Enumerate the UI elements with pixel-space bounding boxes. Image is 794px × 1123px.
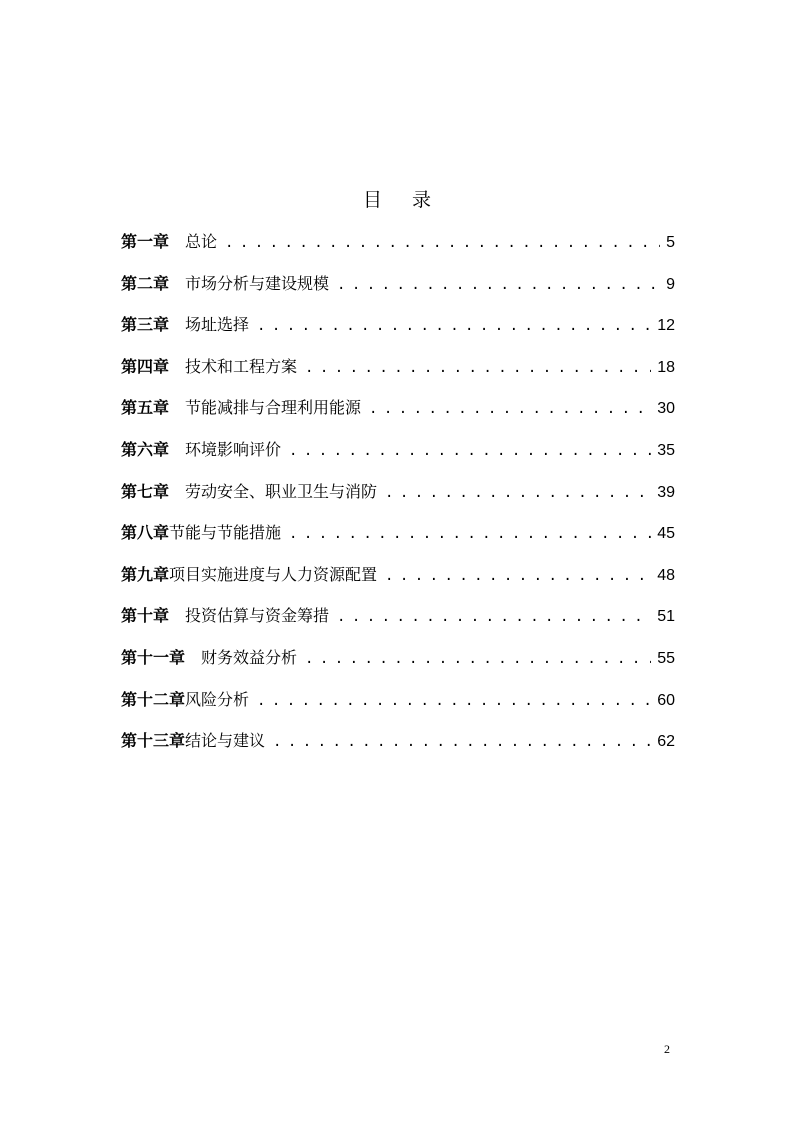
toc-chapter-title: 总论 xyxy=(185,232,218,251)
toc-entry[interactable] xyxy=(121,561,675,603)
toc-page-number: 12 xyxy=(657,317,675,335)
toc-separator xyxy=(169,353,185,381)
toc-dot-leader xyxy=(273,728,651,756)
toc-chapter-label: 第十三章 xyxy=(121,731,186,751)
toc-chapter-label: 第三章 xyxy=(121,315,170,335)
toc-chapter-label: 第四章 xyxy=(121,356,170,376)
toc-page-number: 5 xyxy=(666,234,675,251)
toc-page-number: 51 xyxy=(657,608,675,626)
toc-chapter-label: 第五章 xyxy=(121,398,170,418)
toc-page-number: 62 xyxy=(657,733,675,751)
toc-separator xyxy=(169,311,185,339)
toc-entry[interactable] xyxy=(121,727,675,769)
toc-separator xyxy=(185,644,201,672)
toc-chapter-label: 第七章 xyxy=(121,481,170,501)
toc-chapter-label: 第十章 xyxy=(121,606,170,626)
toc-chapter-title: 环境影响评价 xyxy=(185,439,282,459)
toc-separator xyxy=(169,436,185,464)
toc-dot-leader xyxy=(337,271,660,299)
toc-chapter-label: 第六章 xyxy=(121,439,170,459)
toc-entry[interactable] xyxy=(121,686,675,728)
toc-chapter-title: 场址选择 xyxy=(185,315,250,335)
toc-dot-leader xyxy=(225,229,660,257)
toc-page-number: 48 xyxy=(657,566,675,584)
toc-title xyxy=(0,186,794,214)
toc-chapter-label: 第二章 xyxy=(121,273,170,293)
toc-dot-leader xyxy=(257,312,651,340)
toc-page-number: 18 xyxy=(657,358,675,376)
toc-dot-leader xyxy=(369,395,651,423)
toc-entry[interactable] xyxy=(121,436,675,478)
toc-separator xyxy=(169,602,185,630)
toc-dot-leader xyxy=(289,437,651,465)
toc-separator xyxy=(169,270,185,298)
toc-chapter-title: 风险分析 xyxy=(185,689,250,709)
toc-chapter-title: 节能减排与合理利用能源 xyxy=(185,398,362,418)
toc-dot-leader xyxy=(305,645,651,673)
toc-separator xyxy=(169,394,185,422)
toc-title-part1: 目 xyxy=(362,189,382,211)
toc-chapter-label: 第一章 xyxy=(121,232,170,251)
toc-page-number: 9 xyxy=(666,275,675,293)
toc-page-number: 39 xyxy=(657,483,675,501)
toc-dot-leader xyxy=(385,562,651,590)
toc-entry[interactable] xyxy=(121,311,675,353)
toc-dot-leader xyxy=(305,354,651,382)
toc-entry[interactable] xyxy=(121,394,675,436)
toc-separator xyxy=(169,228,185,256)
toc-entry[interactable] xyxy=(121,644,675,686)
toc-entry[interactable] xyxy=(121,228,675,270)
toc-separator xyxy=(169,478,185,506)
toc-chapter-title: 结论与建议 xyxy=(185,731,266,751)
toc-dot-leader xyxy=(289,520,651,548)
toc-page-number: 60 xyxy=(657,691,675,709)
toc-chapter-title: 节能与节能措施 xyxy=(169,523,282,543)
toc-chapter-title: 劳动安全、职业卫生与消防 xyxy=(185,481,378,501)
toc-page-number: 45 xyxy=(657,525,675,543)
toc-entry[interactable] xyxy=(121,353,675,395)
toc-chapter-label: 第十一章 xyxy=(121,647,186,667)
toc-chapter-title: 财务效益分析 xyxy=(201,647,298,667)
toc-chapter-label: 第八章 xyxy=(121,523,170,543)
toc-chapter-label: 第九章 xyxy=(121,564,170,584)
toc-chapter-title: 技术和工程方案 xyxy=(185,356,298,376)
page-number: 2 xyxy=(664,1042,670,1056)
toc-entry[interactable] xyxy=(121,519,675,561)
toc-chapter-title: 市场分析与建设规模 xyxy=(185,273,330,293)
toc-title-part2: 录 xyxy=(412,189,432,211)
toc-chapter-title: 项目实施进度与人力资源配置 xyxy=(169,564,378,584)
toc-list xyxy=(121,228,675,769)
toc-page-number: 55 xyxy=(657,649,675,667)
toc-page-number: 35 xyxy=(657,441,675,459)
toc-entry[interactable] xyxy=(121,270,675,312)
toc-chapter-title: 投资估算与资金筹措 xyxy=(185,606,330,626)
toc-dot-leader xyxy=(385,479,651,507)
toc-entry[interactable] xyxy=(121,478,675,520)
toc-dot-leader xyxy=(257,687,651,715)
toc-dot-leader xyxy=(337,603,651,631)
toc-page-number: 30 xyxy=(657,400,675,418)
toc-entry[interactable] xyxy=(121,602,675,644)
toc-chapter-label: 第十二章 xyxy=(121,689,186,709)
